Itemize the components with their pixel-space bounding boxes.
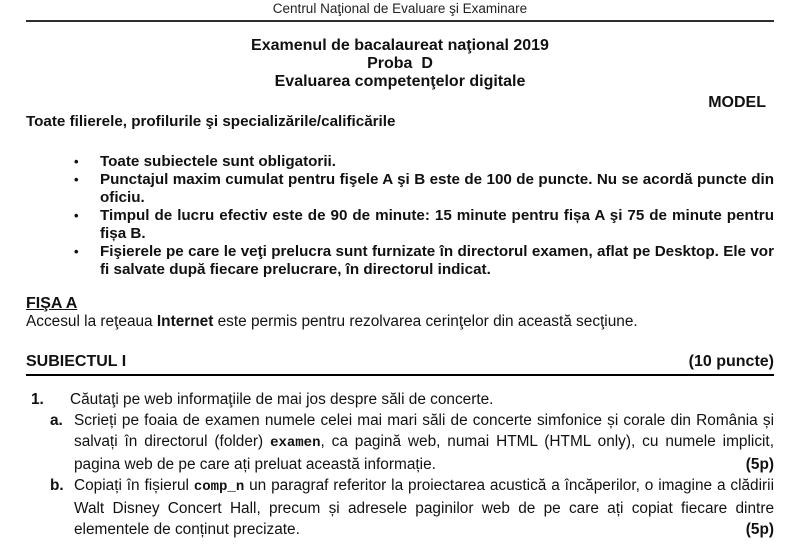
list-item — [26, 207, 774, 243]
fisa-a-heading: FIŞA A — [26, 295, 78, 312]
instruction-text: Fişierele pe care le veţi prelucra sunt furnizate în directorul examen, aflat pe Desktop. Ele vor fi salvate după fiecare prelucrare, în directorul indicat. — [100, 243, 774, 278]
item-b-points: (5p) — [738, 519, 774, 540]
instruction-text: Punctajul maxim cumulat pentru fişele A şi B este de 100 de puncte. Nu se acordă puncte din oficiu. — [100, 171, 774, 206]
item-a-points: (5p) — [738, 454, 774, 475]
file-name-code: comp_n — [193, 479, 245, 495]
fisa-a-section — [26, 294, 774, 331]
instruction-text: Toate subiectele sunt obligatorii. — [100, 153, 336, 170]
list-item — [26, 171, 774, 207]
item-b-text-after: un paragraf referitor la proiectarea acustică a încăperilor, o imagine a clădirii Walt Disney Concert Hall, precum și adresele paginilor web de pe care ați copiat fiecare dintre elementele de conținut precizate. — [74, 477, 774, 538]
item-b-text-before: Copiați în fișierul — [74, 477, 194, 494]
question-1-number: 1. — [31, 391, 44, 408]
bullet-icon: • — [74, 208, 79, 223]
exam-proba: Proba D — [367, 55, 433, 72]
intro-text-before: Accesul la reţeaua — [26, 313, 157, 330]
internet-bold-word: Internet — [156, 313, 214, 330]
list-item — [26, 243, 774, 279]
exam-title: Examenul de bacalaureat naţional 2019 — [251, 37, 549, 54]
question-1-text: Căutaţi pe web informaţiile de mai jos despre săli de concerte. — [70, 391, 494, 408]
exam-subtitle: Evaluarea competenţelor digitale — [274, 73, 526, 90]
item-a-row — [50, 410, 774, 475]
item-a-text — [74, 410, 774, 475]
intro-text-after: este permis pentru rezolvarea cerinţelor din această secţiune. — [213, 313, 638, 330]
title-block — [26, 37, 774, 91]
model-label: MODEL — [708, 94, 766, 111]
item-b-row — [50, 475, 774, 540]
folder-name-code: examen — [270, 435, 321, 451]
instructions-list — [26, 153, 774, 279]
audience-line: Toate filierele, profilurile şi specializările/calificările — [26, 113, 396, 130]
bullet-icon: • — [74, 244, 79, 259]
subiectul-heading-row — [26, 353, 774, 376]
subiectul-points: (10 puncte) — [688, 353, 774, 370]
list-item — [26, 153, 774, 171]
item-b-label: b. — [50, 477, 64, 494]
question-1-row — [26, 389, 774, 410]
item-a-text-before: Scrieți pe foaia de examen numele celei mai mari săli de concerte simfonice și corale din România și salvați în directorul (folder) — [74, 412, 774, 450]
bullet-icon: • — [74, 172, 79, 187]
fisa-a-intro — [26, 313, 774, 331]
subiectul-heading: SUBIECTUL I — [26, 353, 127, 370]
organization-header: Centrul Naţional de Evaluare şi Examinare — [26, 0, 774, 22]
item-b-text — [74, 475, 774, 540]
item-a-label: a. — [50, 412, 63, 429]
item-a-text-after: , ca pagină web, numai HTML (HTML only), cu numele implicit, pagina web de pe care ați preluat această informație. — [74, 433, 774, 473]
questions-section — [26, 389, 774, 540]
bullet-icon: • — [74, 154, 79, 169]
instruction-text: Timpul de lucru efectiv este de 90 de minute: 15 minute pentru fișa A şi 75 de minute pentru fișa B. — [100, 207, 774, 242]
